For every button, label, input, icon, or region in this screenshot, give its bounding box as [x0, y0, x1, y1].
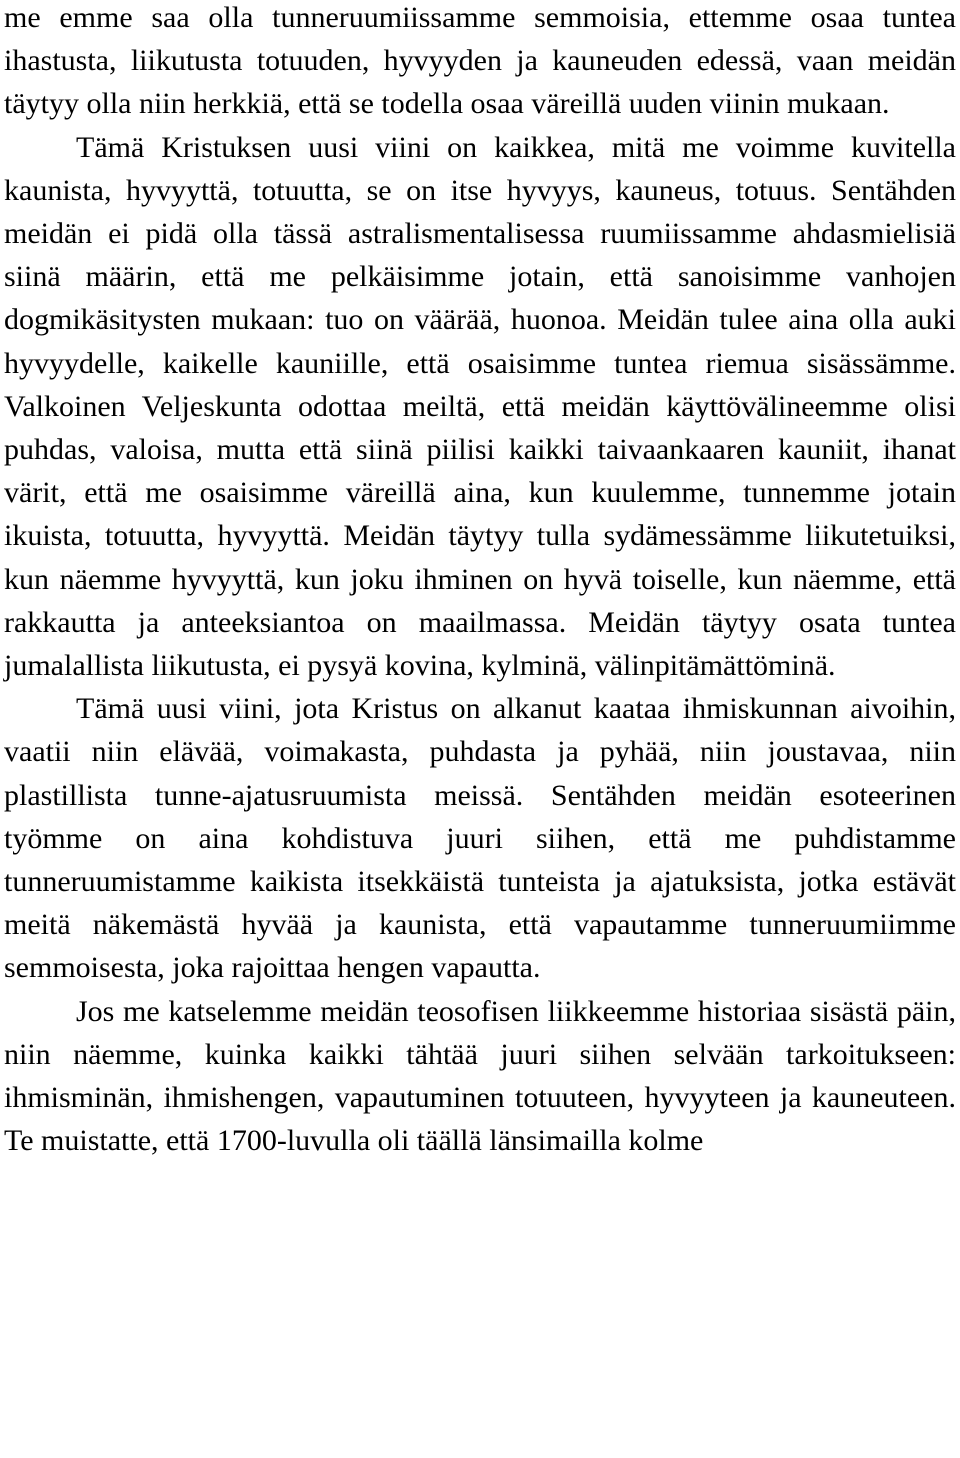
paragraph: Tämä Kristuksen uusi viini on kaikkea, mitä me voimme kuvitella kaunista, hyvyyttä, totuutta, se on itse hyvyys, kauneus, totuus. Sentähden meidän ei pidä olla tässä astralismentalisessa ruumiissamme ahdasmielisiä siinä määrin, että me pelkäisimme jotain, että sanoisimme vanhojen dogmikäsitysten mukaan: tuo on väärää, huonoa. Meidän tulee aina olla auki hyvyydelle, kaikelle kauniille, että osaisimme tuntea riemua sisässämme. Valkoinen Veljeskunta odottaa meiltä, että meidän käyttövälineemme olisi puhdas, valoisa, mutta että siinä piilisi kaikki taivaankaaren kauniit, ihanat värit, että me osaisimme väreillä aina, kun kuulemme, tunnemme jotain ikuista, totuutta, hyvyyttä. Meidän täytyy tulla sydämessämme liikutetuiksi, kun näemme hyvyyttä, kun joku ihminen on hyvä toiselle, kun näemme, että rakkautta ja anteeksiantoa on maailmassa. Meidän täytyy osata tuntea jumalallista liikutusta, ei pysyä kovina, kylminä, välinpitämättöminä.	[4, 130, 956, 683]
paragraph: Tämä uusi viini, jota Kristus on alkanut kaataa ihmiskunnan aivoihin, vaatii niin elävää, voimakasta, puhdasta ja pyhää, niin joustavaa, niin plastillista tunne-ajatusruumista meissä. Sentähden meidän esoteerinen työmme on aina kohdistuva juuri siihen, että me puhdistamme tunneruumistamme kaikista itsekkäistä tunteista ja ajatuksista, jotka estävät meitä näkemästä hyvää ja kaunista, että vapautamme tunneruumiimme semmoisesta, joka rajoittaa hengen vapautta.	[4, 692, 956, 985]
paragraph-continued: me emme saa olla tunneruumiissamme semmoisia, ettemme osaa tuntea ihastusta, liikutusta totuuden, hyvyyden ja kauneuden edessä, vaan meidän täytyy olla niin herkkiä, että se todella osaa väreillä uuden viinin mukaan.	[4, 1, 956, 121]
paragraph: Jos me katselemme meidän teosofisen liikkeemme historiaa sisästä päin, niin näemme, kuinka kaikki tähtää juuri siihen selvään tarkoitukseen: ihmisminän, ihmishengen, vapautuminen totuuteen, hyvyyteen ja kauneuteen. Te muistatte, että 1700-luvulla oli täällä länsimailla kolme	[4, 994, 956, 1158]
